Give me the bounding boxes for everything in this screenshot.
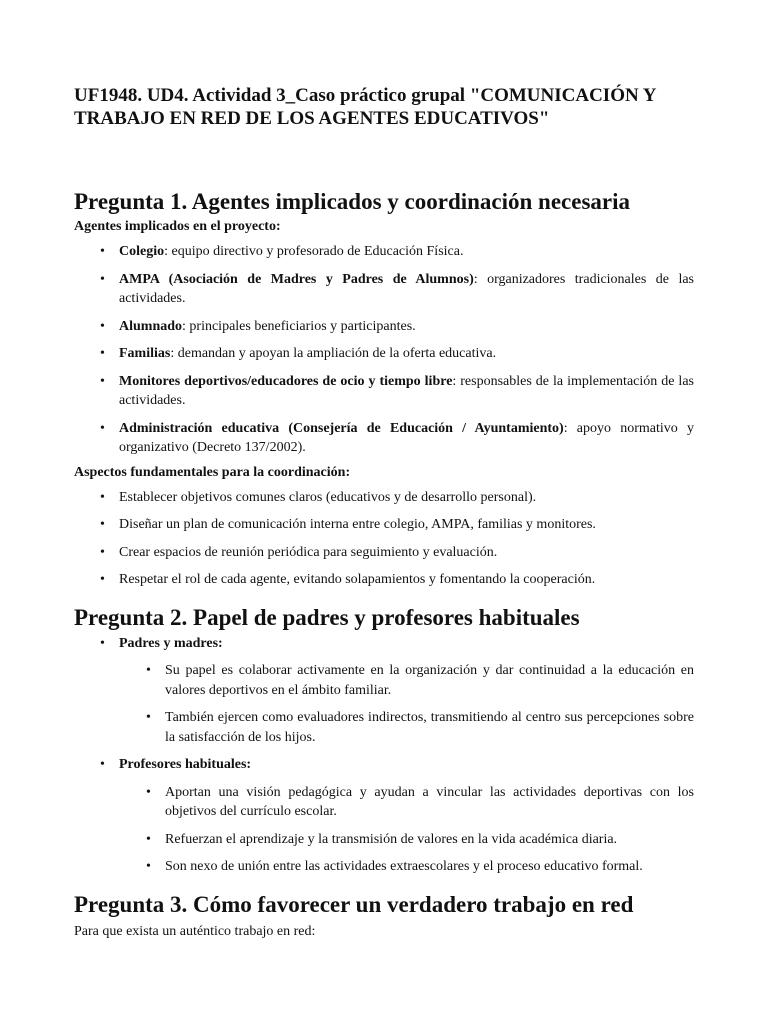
list-item: • Alumnado: principales beneficiarios y participantes. <box>74 317 694 337</box>
roles-list <box>74 634 694 877</box>
list-item <box>74 755 694 877</box>
parents-list <box>74 661 694 747</box>
list-item: • Refuerzan el aprendizaje y la transmisión de valores en la vida académica diaria. <box>74 830 694 850</box>
teachers-label: • Profesores habituales: <box>119 757 252 772</box>
network-intro: Para que exista un auténtico trabajo en red: <box>74 923 316 939</box>
question-3-heading: Pregunta 3. Cómo favorecer un verdadero trabajo en red <box>74 891 634 917</box>
list-item: • Monitores deportivos/educadores de ocio y tiempo libre: responsables de la implementación de las actividades. <box>74 372 694 411</box>
list-item: • Son nexo de unión entre las actividades extraescolares y el proceso educativo formal. <box>74 857 694 877</box>
list-item: • Aportan una visión pedagógica y ayudan a vincular las actividades deportivas con los objetivos del currículo escolar. <box>74 783 694 822</box>
coordination-label: Aspectos fundamentales para la coordinación: <box>74 464 351 480</box>
list-item: • Crear espacios de reunión periódica para seguimiento y evaluación. <box>74 543 694 563</box>
list-item: • Establecer objetivos comunes claros (educativos y de desarrollo personal). <box>74 488 694 508</box>
teachers-list <box>74 783 694 877</box>
list-item: • Colegio: equipo directivo y profesorado de Educación Física. <box>74 242 694 262</box>
agents-list <box>74 242 694 458</box>
list-item: • Diseñar un plan de comunicación interna entre colegio, AMPA, familias y monitores. <box>74 515 694 535</box>
list-item: • También ejercen como evaluadores indirectos, transmitiendo al centro sus percepciones sobre la satisfacción de los hijos. <box>74 708 694 747</box>
question-1-heading: Pregunta 1. Agentes implicados y coordinación necesaria <box>74 189 631 214</box>
list-item: • Administración educativa (Consejería de Educación / Ayuntamiento): apoyo normativo y organizativo (Decreto 137/2002). <box>74 419 694 458</box>
agents-label: Agentes implicados en el proyecto: <box>74 219 281 234</box>
list-item: • Respetar el rol de cada agente, evitando solapamientos y fomentando la cooperación. <box>74 570 694 590</box>
question-2-heading: Pregunta 2. Papel de padres y profesores habituales <box>74 604 580 630</box>
list-item: • Familias: demandan y apoyan la ampliación de la oferta educativa. <box>74 344 694 364</box>
coordination-list <box>74 488 694 590</box>
list-item: • AMPA (Asociación de Madres y Padres de Alumnos): organizadores tradicionales de las actividades. <box>74 270 694 309</box>
list-item: • Su papel es colaborar activamente en la organización y dar continuidad a la educación en valores deportivos en el ámbito familiar. <box>74 661 694 700</box>
parents-label: • Padres y madres: <box>119 635 223 651</box>
document-title: UF1948. UD4. Actividad 3_Caso práctico grupal "COMUNICACIÓN Y TRABAJO EN RED DE LOS AGENTES EDUCATIVOS" <box>74 85 656 129</box>
list-item <box>74 634 694 748</box>
